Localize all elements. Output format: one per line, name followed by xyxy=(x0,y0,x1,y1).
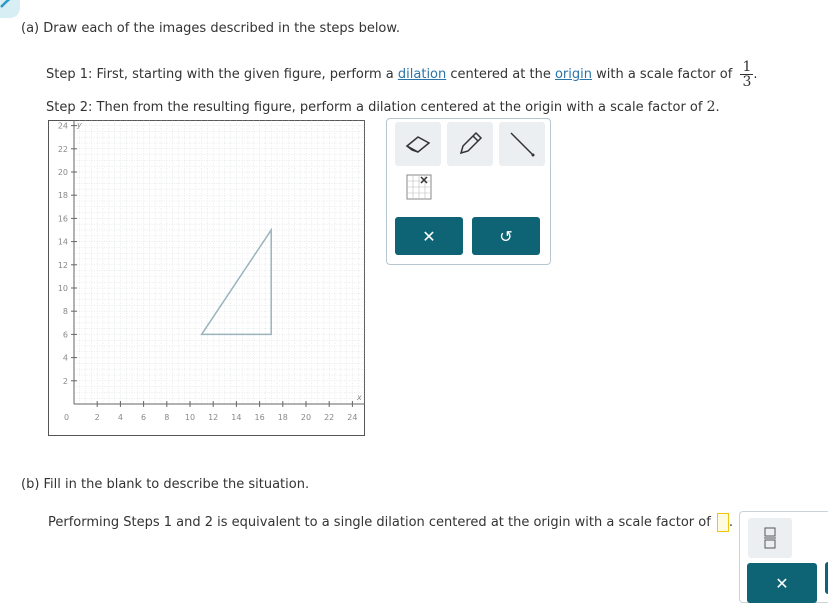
x-tick-label: 20 xyxy=(300,413,312,422)
step-1-prefix: Step 1: First, starting with the given figure, perform a xyxy=(46,67,398,82)
scale-fraction xyxy=(740,60,753,89)
clear-graph-button[interactable]: ✕ xyxy=(395,217,463,255)
y-tick-label: 6 xyxy=(62,330,68,340)
step-2-factor: 2 xyxy=(706,99,716,115)
step-1-mid: centered at the xyxy=(446,67,555,82)
part-b-heading: (b) Fill in the blank to describe the situation. xyxy=(21,477,310,492)
part-b-period: . xyxy=(728,515,733,530)
x-tick-label: 8 xyxy=(164,413,170,422)
fraction-tool-button[interactable] xyxy=(748,518,792,558)
y-tick-label: 24 xyxy=(57,121,68,131)
x-tick-label: 22 xyxy=(324,413,335,422)
x-tick-label: 14 xyxy=(231,413,242,422)
y-tick-label: 10 xyxy=(57,284,68,293)
clear-answer-button[interactable]: ✕ xyxy=(747,563,817,603)
x-tick-label: 16 xyxy=(254,413,265,422)
step-1-period: . xyxy=(753,67,758,82)
x-tick-label: 24 xyxy=(347,413,358,422)
dilation-link[interactable]: dilation xyxy=(397,67,447,82)
scale-factor-answer-input[interactable] xyxy=(717,513,729,532)
fraction-icon xyxy=(763,527,777,549)
y-tick-label: 22 xyxy=(57,144,68,154)
y-tick-label: 20 xyxy=(57,168,68,177)
x-tick-label: 4 xyxy=(117,413,123,422)
eraser-tool[interactable] xyxy=(395,122,441,166)
answer-tool-panel xyxy=(739,511,828,603)
pencil-icon xyxy=(456,131,484,157)
x-tick-label: 2 xyxy=(94,413,100,422)
step-1-text xyxy=(46,60,758,89)
line-segment-tool[interactable] xyxy=(499,122,545,166)
y-tick-label: 4 xyxy=(62,353,68,363)
check-icon xyxy=(0,0,14,8)
step-1-suffix: with a scale factor of xyxy=(591,67,737,82)
correct-check-badge xyxy=(0,0,20,18)
pencil-tool[interactable] xyxy=(447,122,493,166)
y-tick-label: 12 xyxy=(57,260,68,270)
x-axis-label: x xyxy=(357,393,362,402)
step-2-text xyxy=(46,99,720,115)
y-tick-label: 8 xyxy=(62,307,68,317)
x-tick-label: 6 xyxy=(141,413,147,422)
origin-link[interactable]: origin xyxy=(554,67,592,82)
undo-button[interactable]: ↺ xyxy=(472,217,540,255)
eraser-icon xyxy=(404,134,432,154)
y-tick-label: 16 xyxy=(57,214,68,224)
y-axis-label: y xyxy=(77,120,82,130)
grid-move-tool[interactable] xyxy=(401,169,437,205)
y-tick-label: 18 xyxy=(57,191,68,201)
grid-move-icon xyxy=(405,173,433,201)
part-a-heading: (a) Draw each of the images described in the steps below. xyxy=(21,21,400,36)
origin-label: 0 xyxy=(64,413,70,422)
x-tick-label: 12 xyxy=(208,413,219,422)
part-b-sentence-text: Performing Steps 1 and 2 is equivalent to a single dilation centered at the origin with a scale factor of xyxy=(48,515,711,530)
y-tick-label: 14 xyxy=(57,237,68,247)
part-b-sentence xyxy=(48,513,733,532)
fraction-numerator: 1 xyxy=(742,59,752,75)
drawing-tool-palette xyxy=(386,118,551,265)
step-2-body: Step 2: Then from the resulting figure, perform a dilation centered at the origin with a scale factor of xyxy=(46,100,707,115)
step-2-period: . xyxy=(715,100,720,115)
line-segment-icon xyxy=(508,130,536,158)
y-tick-label: 2 xyxy=(62,376,68,386)
x-tick-label: 10 xyxy=(184,413,196,422)
fraction-denominator: 3 xyxy=(742,74,752,90)
graph-border xyxy=(49,121,365,436)
coordinate-grid[interactable] xyxy=(48,120,365,436)
x-tick-label: 18 xyxy=(277,413,288,422)
